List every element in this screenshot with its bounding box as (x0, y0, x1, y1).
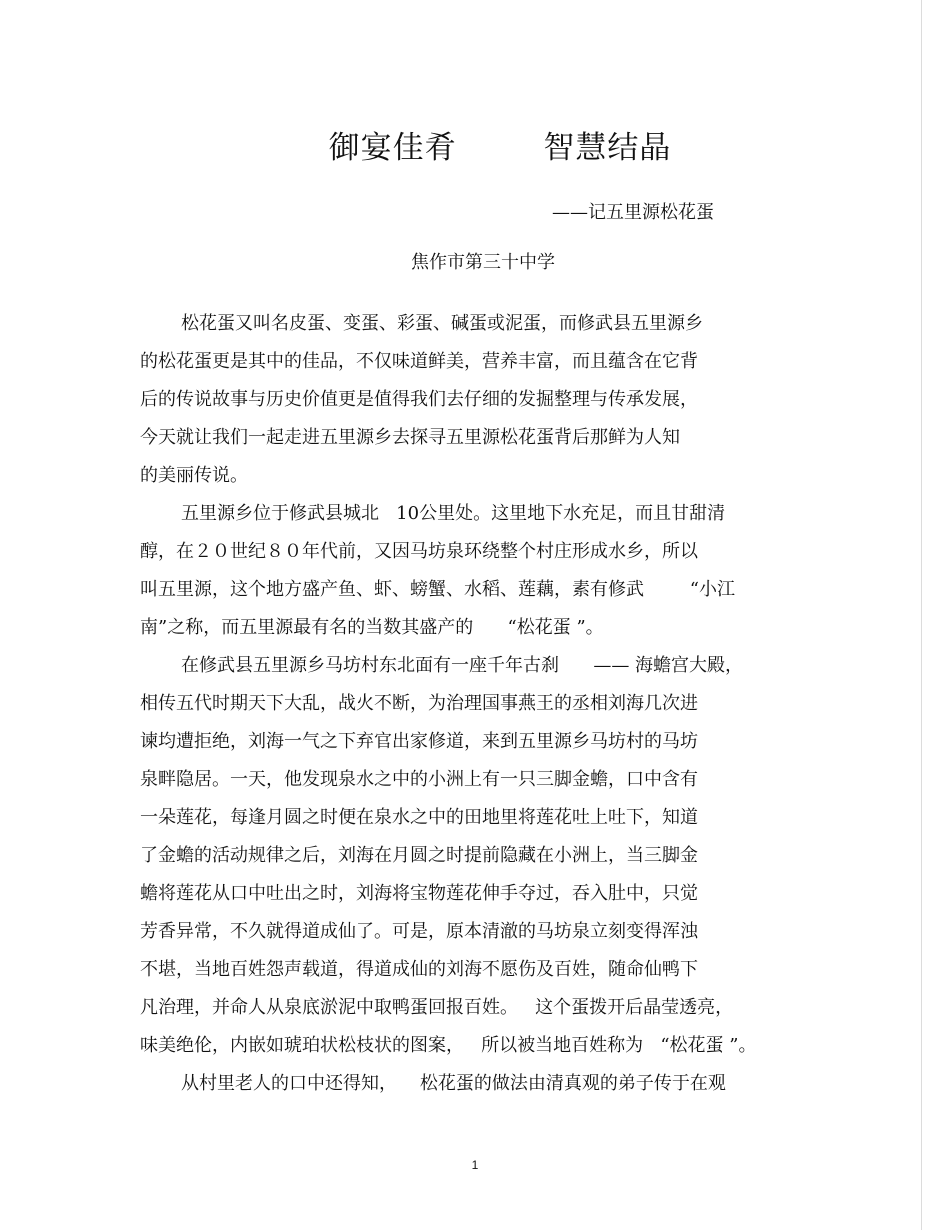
paragraph-line: 的美丽传说。 (140, 465, 248, 486)
paragraph-line: 南”之称，而五里源最有名的当数其盛产的 “松花蛋 ”。 (140, 617, 604, 638)
paragraph-line: 不堪，当地百姓怨声载道，得道成仙的刘海不愿伤及百姓，随命仙鸭下 (140, 959, 698, 980)
author-school: 焦作市第三十中学 (411, 252, 555, 273)
page-number: 1 (471, 1158, 479, 1172)
paragraph-line: 今天就让我们一起走进五里源乡去探寻五里源松花蛋背后那鲜为人知 (140, 427, 680, 448)
page-edge-divider (921, 0, 922, 1230)
paragraph-line: 芳香异常，不久就得道成仙了。可是，原本清澈的马坊泉立刻变得浑浊 (140, 921, 698, 942)
body-text (140, 305, 820, 1103)
paragraph-line: 松花蛋又叫名皮蛋、变蛋、彩蛋、碱蛋或泥蛋，而修武县五里源乡 (181, 313, 703, 334)
paragraph-line: 谏均遭拒绝，刘海一气之下弃官出家修道，来到五里源乡马坊村的马坊 (140, 731, 698, 752)
paragraph-line: 后的传说故事与历史价值更是值得我们去仔细的发掘整理与传承发展， (140, 389, 698, 410)
paragraph-line: 蟾将莲花从口中吐出之时，刘海将宝物莲花伸手夺过，吞入肚中，只觉 (140, 883, 698, 904)
paragraph-line: 味美绝伦，内嵌如琥珀状松枝状的图案， 所以被当地百姓称为 “松花蛋 ”。 (140, 1035, 757, 1056)
paragraph-line: 在修武县五里源乡马坊村东北面有一座千年古刹 —— 海蟾宫大殿， (181, 655, 744, 676)
paragraph-line: 醇，在２０世纪８０年代前，又因马坊泉环绕整个村庄形成水乡，所以 (140, 541, 698, 562)
document-title: 御宴佳肴 智慧结晶 (328, 130, 672, 166)
paragraph-line: 了金蟾的活动规律之后，刘海在月圆之时提前隐藏在小洲上，当三脚金 (140, 845, 698, 866)
paragraph-line: 相传五代时期天下大乱，战火不断，为治理国事燕王的丞相刘海几次进 (140, 693, 698, 714)
paragraph-line: 叫五里源，这个地方盛产鱼、虾、螃蟹、水稻、莲藕，素有修武 “小江 (140, 579, 735, 600)
paragraph-line: 一朵莲花，每逢月圆之时便在泉水之中的田地里将莲花吐上吐下，知道 (140, 807, 698, 828)
paragraph-line: 五里源乡位于修武县城北 10公里处。这里地下水充足，而且甘甜清 (181, 503, 726, 524)
document-subtitle: ——记五里源松花蛋 (552, 202, 714, 223)
paragraph-line: 泉畔隐居。一天，他发现泉水之中的小洲上有一只三脚金蟾，口中含有 (140, 769, 698, 790)
paragraph-line: 的松花蛋更是其中的佳品，不仅味道鲜美，营养丰富，而且蕴含在它背 (140, 351, 698, 372)
paragraph-line: 凡治理，并命人从泉底淤泥中取鸭蛋回报百姓。 这个蛋拨开后晶莹透亮， (140, 997, 734, 1018)
paragraph-line: 从村里老人的口中还得知， 松花蛋的做法由清真观的弟子传于在观 (181, 1073, 726, 1094)
